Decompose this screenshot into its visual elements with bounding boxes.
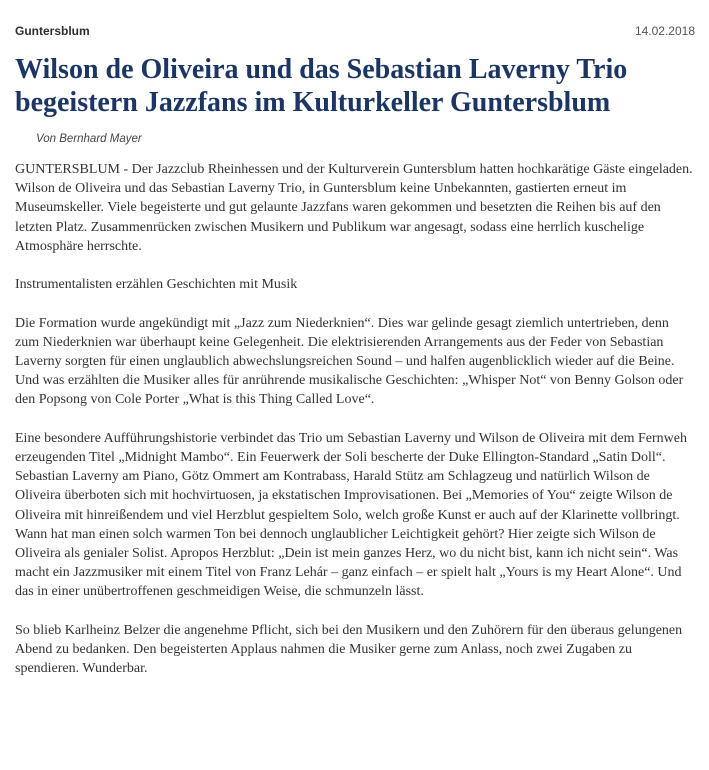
paragraph-intro: GUNTERSBLUM - Der Jazzclub Rheinhessen und der Kulturverein Guntersblum hatten hochkarätige Gäste eingeladen. Wilson de Oliveira und das Sebastian Laverny Trio, in Guntersblum keine Unbekannten, gastierten erneut im Museumskeller. Viele begeisterte und gut gelaunte Jazzfans waren gekommen und besetzten die Reihen bis auf den letzten Platz. Zusammenrücken zwischen Musikern und Publikum war angesagt, sodass eine herrlich kuschelige Atmosphäre herrschte. [15, 162, 693, 254]
author-byline: Von Bernhard Mayer [36, 133, 142, 145]
category-label[interactable]: Guntersblum [15, 24, 90, 38]
article-body [15, 160, 695, 698]
paragraph: So blieb Karlheinz Belzer die angenehme Pflicht, sich bei den Musikern und den Zuhörern für den überaus gelungenen Abend zu bedanken. Den begeisterten Applaus nahmen die Musiker gerne zum Anlass, noch zwei Zugaben zu spendieren. Wunderbar. [15, 622, 683, 677]
article-meta [15, 20, 695, 40]
paragraph: Eine besondere Aufführungshistorie verbindet das Trio um Sebastian Laverny und Wilson de Oliveira mit dem Fernweh erzeugenden Titel „Midnight Mambo“. Ein Feuerwerk der Soli bescherte der Duke Ellington-Standard „Satin Doll“. Sebastian Laverny am Piano, Götz Ommert am Kontrabass, Harald Stütz am Schlagzeug und natürlich Wilson de Oliveira überboten sich mit hochvirtuosen, ja ekstatischen Improvisationen. Bei „Memories of You“ zeigte Wilson de Oliveira mit hinreißendem und viel Herzblut gespieltem Solo, welch große Kunst er auch auf der Klarinette vollbringt. Wann hat man einen solch warmen Ton bei dennoch unglaublicher Leichtigkeit gehört? Hier zeigte sich Wilson de Oliveira als genialer Solist. Apropos Herzblut: „Dein ist mein ganzes Herz, wo du nicht bist, kann ich nicht sein“. Was macht ein Jazzmusiker mit einem Titel von Franz Lehár – ganz einfach – er spielt halt „Yours is my Heart Alone“. Und das in einer unübertroffenen geschmeidigen Weise, die schmunzeln lässt. [15, 430, 687, 600]
subheading: Instrumentalisten erzählen Geschichten mit Musik [15, 277, 298, 293]
article-title: Wilson de Oliveira und das Sebastian Laverny Trio begeistern Jazzfans im Kulturkeller Guntersblum [15, 54, 628, 118]
paragraph: Die Formation wurde angekündigt mit „Jazz zum Niederknien“. Dies war gelinde gesagt ziemlich untertrieben, denn zum Niederknien war überhaupt keine Gelegenheit. Die elektrisierenden Arrangements aus der Feder von Sebastian Laverny sorgten für einen unglaublich abwechslungsreichen Sound – und halfen augenblicklich wieder auf die Beine. Und was erzählten die Musiker alles für anrührende musikalische Geschichten: „Whisper Not“ von Benny Golson oder den Popsong von Cole Porter „What is this Thing Called Love“. [15, 315, 684, 408]
publish-date: 14.02.2018 [634, 24, 695, 38]
